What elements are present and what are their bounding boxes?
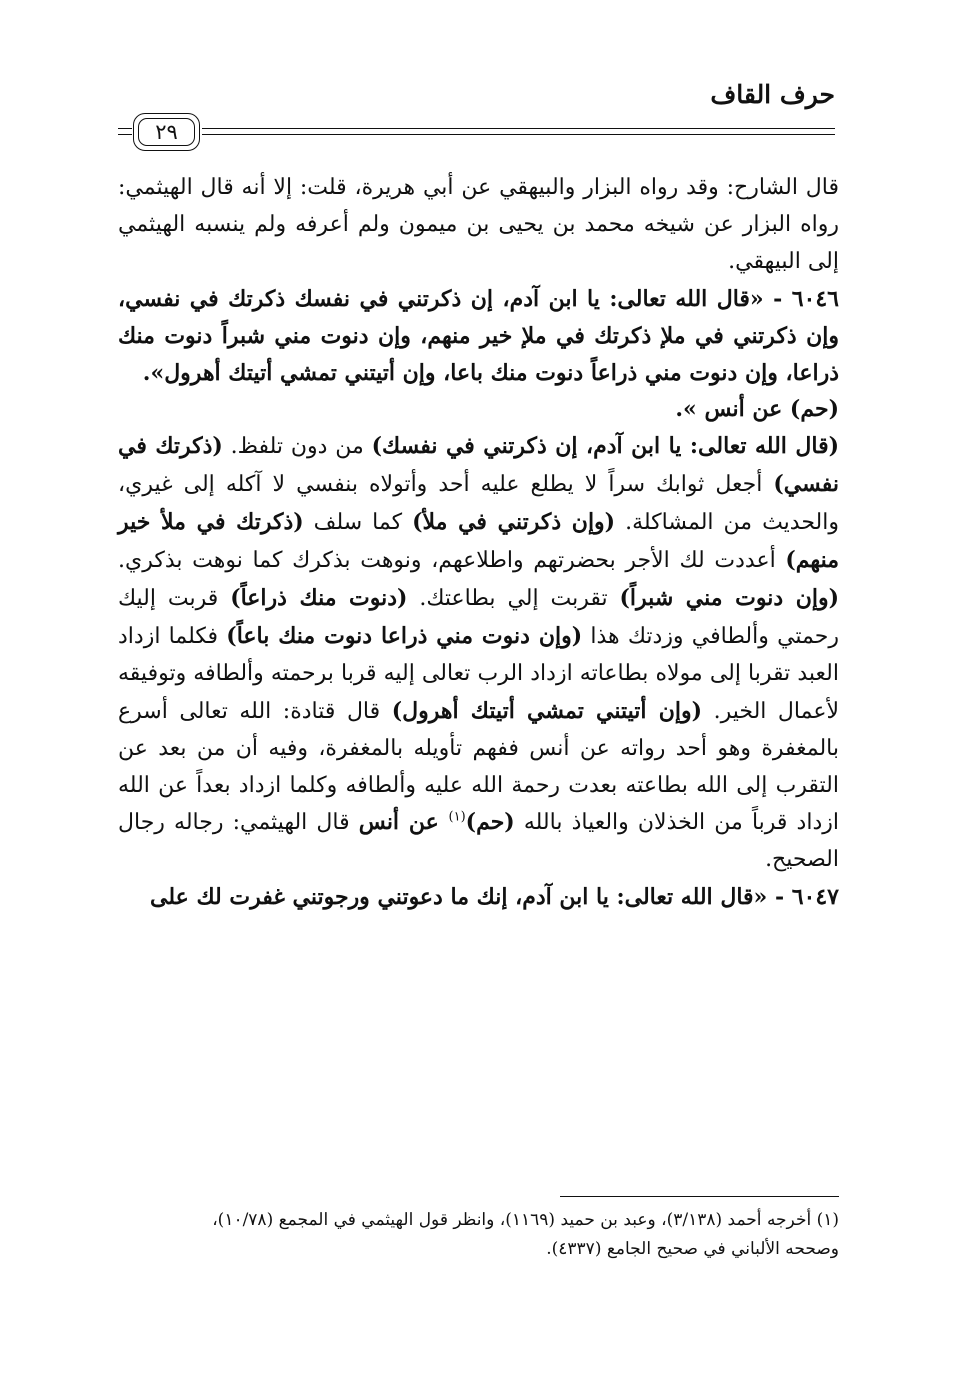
footnote-1-line-2: وصححه الألباني في صحيح الجامع (٤٣٣٧). (546, 1239, 839, 1259)
quoted-phrase: (ذكرتك في ملأ خير منهم) (118, 509, 839, 574)
source-narrator: عن أنس (358, 809, 449, 836)
paragraph-sharh-note: قال الشارح: وقد رواه البزار والبيهقي عن أبي هريرة، قلت: إلا أنه قال الهيثمي: رواه البزار عن شيخه محمد بن يحيى بن ميمون ولم أعرفه ولم ينسبه الهيثمي إلى البيهقي. (118, 175, 839, 274)
running-header-title: حرف القاف (710, 80, 835, 109)
commentary-text: قال قتادة: الله تعالى أسرع بالمغفرة وهو أحد رواته عن أنس ففهم تأويله بالمغفرة، وفيه أن من بعد عن التقرب إلى الله بطاعته بعدت رحمة الله عليه وألطافه وكلما ازداد بعداً عن الله ازداد قرباً من الخذلان والعياذ بالله (118, 698, 840, 836)
commentary-text: قربت إليك رحمتي وألطافي وزدتك هذا (118, 585, 839, 649)
quoted-phrase: (دنوت منك ذراعاً) (230, 584, 408, 611)
footnotes (118, 1206, 839, 1264)
hadith-6047: ٦٠٤٧ - «قال الله تعالى: يا ابن آدم، إنك ما دعوتني ورجوتني غفرت لك على (150, 884, 839, 911)
page-number: ٢٩ (138, 118, 195, 146)
commentary-text: كما سلف (303, 510, 413, 536)
header-double-rule-left (118, 128, 132, 135)
commentary-text: أجعل ثوابك سراً لا يطلع عليه أحد وأتولاه بنفسي لا آكله إلى غيري، والحديث من المشاكلة. (118, 472, 839, 536)
commentary-text: تقربت إلي بطاعتك. (407, 585, 620, 611)
commentary-text: قال الهيثمي: رجاله رجال الصحيح. (118, 810, 839, 873)
commentary-text: أعددت لك الأجر بحضرتهم واطلاعهم، ونوهت بذكرك كما نوهت بذكري. (118, 548, 786, 574)
quoted-phrase: (وإن أتيتني تمشي أتيتك أهرول) (391, 697, 703, 724)
quoted-phrase: (وإن ذكرتني في ملأ) (412, 509, 616, 536)
quoted-phrase: (ذكرتك في نفسي) (118, 433, 839, 498)
source-abbrev: (حم) (465, 809, 515, 836)
quoted-phrase: (وإن دنوت مني شبراً) (619, 584, 839, 611)
footnote-1-line-1: (١) أخرجه أحمد (٣/١٣٨)، وعبد بن حميد (١١٦٩)، وانظر قول الهيثمي في المجمع (١٠/٧٨)، (212, 1210, 839, 1230)
main-text (118, 170, 839, 916)
footnote-marker: (١) (448, 810, 466, 826)
hadith-6046: ٦٠٤٦ - «قال الله تعالى: يا ابن آدم، إن ذكرتني في نفسك ذكرتك في نفسي، وإن ذكرتني في ملإ ذكرتك في ملإ خير منهم، وإن دنوت مني شبراً دنوت منك ذراعا، وإن دنوت مني ذراعاً دنوت منك باعا، وإن أتيتني تمشي أتيتك أهرول». (118, 285, 839, 386)
hadith-6046-source: (حم) عن أنس ». (675, 396, 839, 423)
commentary-paragraph (118, 428, 839, 879)
quoted-phrase: (قال الله تعالى: يا ابن آدم، إن ذكرتني في نفسك) (371, 433, 839, 460)
quoted-phrase: (وإن دنوت مني ذراعا دنوت منك باعاً) (226, 622, 583, 649)
footnote-separator (560, 1196, 839, 1197)
page-number-frame (133, 113, 200, 151)
commentary-text: من دون تلفظ. (222, 434, 372, 460)
header-double-rule (202, 128, 835, 135)
commentary-text: فكلما ازداد العبد تقربا إلى مولاه بطاعاته ازداد الرب تعالى إليه قربا برحمته وألطافه وتوفيقه لأعمال الخير. (118, 623, 840, 724)
